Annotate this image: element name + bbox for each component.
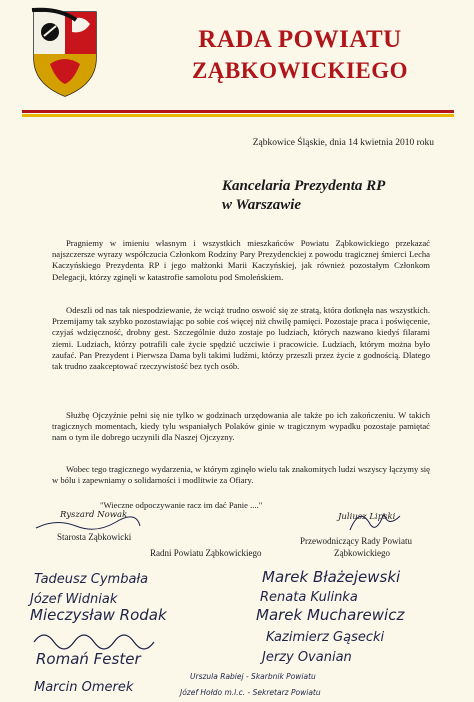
recipient-line1: Kancelaria Prezydenta RP — [222, 178, 386, 194]
councillor-signature: Renata Kulinka — [260, 590, 358, 605]
starosta-signature-name: Ryszard Nowak — [60, 510, 128, 520]
councillors-label: Radni Powiatu Ząbkowickiego — [150, 548, 262, 558]
treasurer-signature: Urszula Rabiej - Skarbnik Powiatu — [190, 672, 316, 681]
councillor-signature: Kazimierz Gąsecki — [266, 630, 385, 645]
councillor-signature-scribble — [30, 628, 170, 650]
councillor-signature: Marcin Omerek — [34, 680, 134, 695]
councillor-signature: Tadeusz Cymbała — [34, 572, 149, 587]
secretary-signature: Józef Hołdo m.l.c. - Sekretarz Powiatu — [180, 688, 321, 697]
councillor-signature: Marek Błażejewski — [262, 568, 401, 586]
body-paragraph-2: Odeszli od nas tak niespodziewanie, że wciąż trudno oswoić się ze stratą, która dotknęła nas wszystkich. Przemijamy tak szybko pozostawiając po sobie coś więcej niż chwilę pamięci. Pozostaje praca i poświęcenie, czyjaś wdzięczność, drobny gest. Szczególnie dużo zostaje po ludziach, których nazwano kiedyś filarami ziemi. Ludziach, którzy potrafili całe życie spędzić uczciwie i pracowicie. Ludziach, którym można było zaufać. Pan Prezydent i Pierwsza Dama byli takimi ludźmi, którzy przeszli przez życie z godnością. Dlatego tak trudno zaakceptować rzeczywistość bez tych osób. — [52, 305, 430, 372]
councillor-signature: Józef Widniak — [30, 592, 118, 607]
starosta-role: Starosta Ząbkowicki — [57, 532, 132, 542]
body-paragraph-4: Wobec tego tragicznego wydarzenia, w którym zginęło wielu tak znakomitych ludzi wszyscy łączymy się w bólu i zapewniamy o solidarności i modlitwie za Ofiary. — [52, 464, 430, 486]
dateline: Ząbkowice Śląskie, dnia 14 kwietnia 2010 roku — [252, 138, 434, 148]
councillor-signature: Romań Fester — [36, 650, 141, 668]
body-paragraph-1: Pragniemy w imieniu własnym i wszystkich mieszkańców Powiatu Ząbkowickiego przekazać najszczersze wyrazy współczucia Członkom Rodziny Pary Prezydenckiej z powodu tragicznej śmierci Lecha Kaczyńskiego Prezydenta RP i jego małżonki Marii Kaczyńskiej, jak również pozostałym Członkom Delegacji, którzy zginęli w katastrofie samolotu pod Smoleńskiem. — [52, 238, 430, 282]
chair-role-line1: Przewodniczący Rady Powiatu — [300, 536, 412, 546]
closing-prayer: "Wieczne odpoczywanie racz im dać Panie ...." — [100, 500, 263, 510]
councillor-signature: Mieczysław Rodak — [30, 606, 167, 624]
chair-role-line2: Ząbkowickiego — [334, 548, 390, 558]
councillor-signature: Jerzy Ovanian — [262, 650, 352, 665]
county-coat-of-arms — [30, 6, 100, 98]
chair-signature-name: Juliusz Lipski — [338, 512, 396, 522]
header-rule-yellow — [22, 114, 454, 117]
header-rule-red — [22, 110, 454, 113]
recipient-line2: w Warszawie — [222, 197, 302, 213]
councillor-signature: Marek Mucharewicz — [256, 606, 405, 624]
council-title-line1: RADA POWIATU — [198, 26, 402, 53]
chair-signature — [340, 500, 410, 536]
body-paragraph-3: Służbę Ojczyźnie pełni się nie tylko w godzinach urzędowania ale także po ich zakończeniu. W takich tragicznych momentach, kiedy tylu wspaniałych Polaków ginie w tragicznym wypadku pozostaje pamiętać nam o tym ile dobrego uczynili dla Naszej Ojczyzny. — [52, 410, 430, 443]
council-title-line2: ZĄBKOWICKIEGO — [191, 58, 409, 83]
